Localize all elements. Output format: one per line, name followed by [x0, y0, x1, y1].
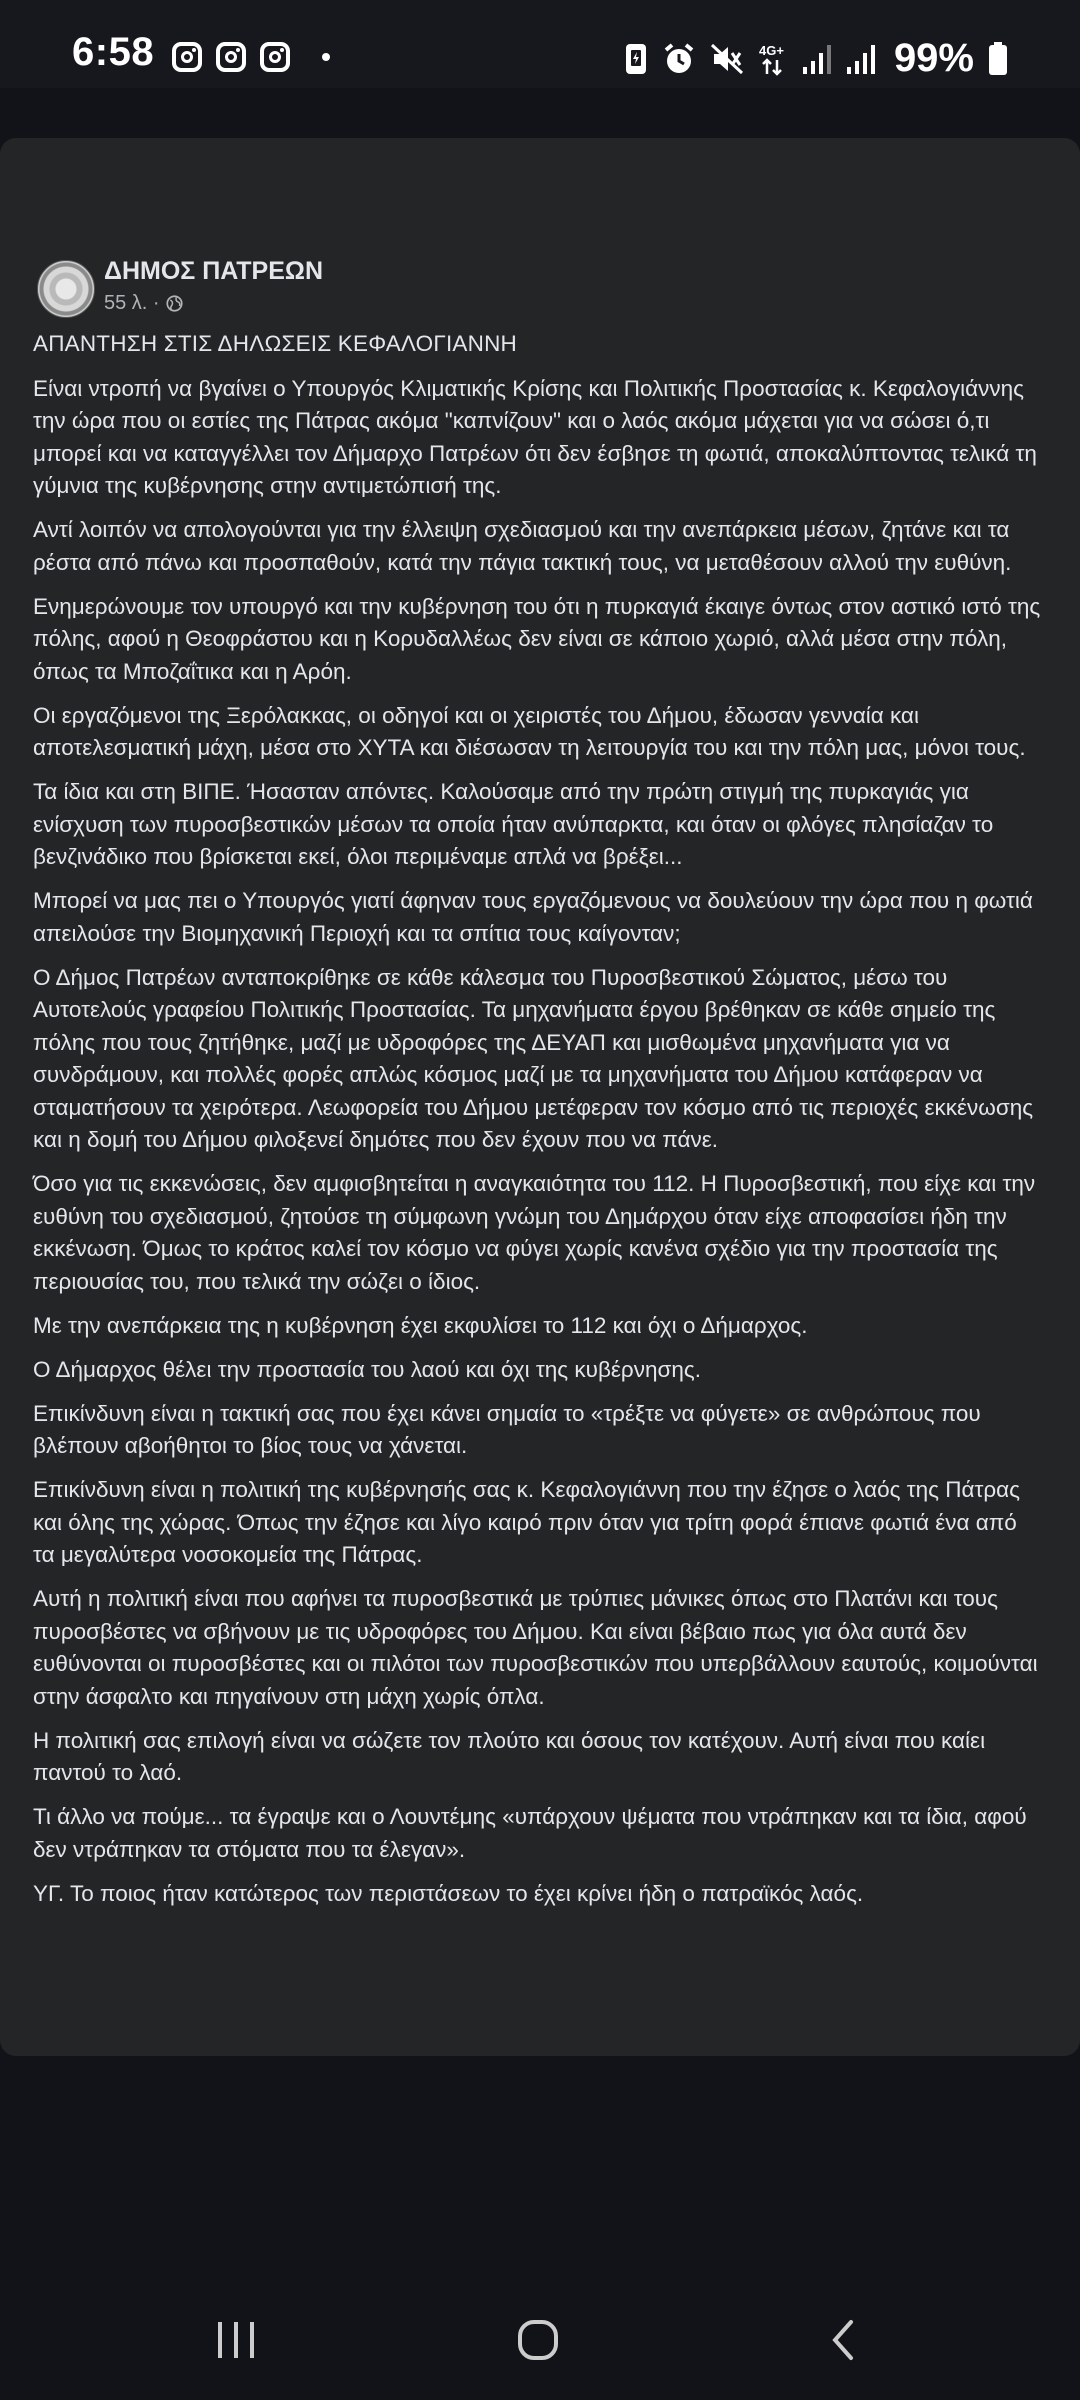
status-bar	[0, 0, 1080, 88]
post-paragraph: Ο Δήμαρχος θέλει την προστασία του λαού και όχι της κυβέρνησης.	[33, 1356, 701, 1382]
post-paragraph: Οι εργαζόμενοι της Ξερόλακκας, οι οδηγοί και οι χειριστές του Δήμου, έδωσαν γενναία και αποτελεσματική μάχη, μέσα στο ΧΥΤΑ και διέσωσαν τη λειτουργία του και την πόλη μας, μόνοι τους.	[33, 702, 1026, 760]
alarm-icon	[662, 42, 696, 76]
battery-percentage: 99%	[893, 36, 974, 80]
svg-text:4G+: 4G+	[758, 42, 784, 58]
battery-icon	[988, 42, 1008, 76]
post-time[interactable]: 55 λ. ·	[104, 292, 160, 314]
post-paragraph: Επικίνδυνη είναι η πολιτική της κυβέρνησής σας κ. Κεφαλογιάννη που την έζησε ο λαός της Πάτρας και όλης της χώρας. Όπως την έζησε και λίγο καιρό πριν όταν για τρίτη φορά έπιανε φωτιά ένα από τα μεγαλύτερα νοσοκομεία της Πάτρας.	[33, 1477, 1021, 1567]
post-paragraph: Με την ανεπάρκεια της η κυβέρνηση έχει εκφυλίσει το 112 και όχι ο Δήμαρχος.	[33, 1312, 808, 1338]
signal-icon	[802, 43, 832, 75]
page-avatar[interactable]	[37, 260, 95, 318]
back-icon	[827, 2318, 857, 2362]
post-paragraph: Τι άλλο να πούμε... τα έγραψε και ο Λουντέμης «υπάρχουν ψέματα που ντράπηκαν και τα ίδια, αφού δεν ντράπηκαν τα στόματα που τα έλεγαν».	[33, 1804, 1027, 1862]
recent-apps-icon	[214, 2320, 258, 2360]
post-paragraph: ΥΓ. Το ποιος ήταν κατώτερος των περιστάσεων το έχει κρίνει ήδη ο πατραϊκός λαός.	[33, 1880, 864, 1906]
mute-icon	[710, 42, 744, 76]
post-body	[33, 328, 1043, 1922]
system-icons	[624, 36, 1008, 81]
navigation-bar	[0, 2270, 1080, 2400]
post-paragraph: Ενημερώνουμε τον υπουργό και την κυβέρνηση του ότι η πυρκαγιά έκαιγε όντως στον αστικό ιστό της πόλης, αφού η Θεοφράστου και η Κορυδαλλέως δεν είναι σε κάποιο χωριό, αλλά μέσα στην πόλη, όπως τα Μποζαΐτικα και η Αρόη.	[33, 593, 1041, 684]
post-paragraph: Αντί λοιπόν να απολογούνται για την έλλειψη σχεδιασμού και την ανεπάρκεια μέσων, ζητάνε και τα ρέστα από πάνω και προσπαθούν, κατά την πάγια τακτική τους, να μεταθέσουν αλλού την ευθύνη.	[33, 517, 1012, 575]
back-button[interactable]	[812, 2310, 872, 2370]
recent-apps-button[interactable]	[206, 2310, 266, 2370]
post-paragraph: Ο Δήμος Πατρέων ανταποκρίθηκε σε κάθε κάλεσμα του Πυροσβεστικού Σώματος, μέσω του Αυτοτελούς γραφείου Πολιτικής Προστασίας. Τα μηχανήματα έργου βρέθηκαν σε κάθε σημείο της πόλης που τους ζητήθηκε, μαζί με υδροφόρες της ΔΕΥΑΠ και μισθωμένα μηχανήματα για να συνδράμουν, και πολλές φορές απλώς κόσμος μαζί με τα μηχανήματα του Δήμου κατάφεραν να σταματήσουν τα χειρότερα. Λεωφορεία του Δήμου μετέφεραν τον κόσμο από τις περιοχές εκκένωσης και η δομή του Δήμου φιλοξενεί δημότες που δεν έχουν που να πάνε.	[33, 964, 1034, 1152]
page-name[interactable]: ΔΗΜΟΣ ΠΑΤΡΕΩΝ	[104, 257, 323, 285]
instagram-icon	[216, 42, 246, 72]
instagram-icon	[260, 42, 290, 72]
post-paragraph: Τα ίδια και στη ΒΙΠΕ. Ήσασταν απόντες. Καλούσαμε από την πρώτη στιγμή της πυρκαγιάς για ενίσχυση των πυροσβεστικών μέσων τα οποία ήταν ανύπαρκτα, και όταν οι φλόγες πλησίαζαν το βενζινάδικο που βρίσκεται εκεί, όλοι περιμέναμε απλά να βρέξει...	[33, 779, 994, 869]
network-4g-icon	[758, 41, 788, 77]
signal-icon	[846, 43, 876, 75]
home-button[interactable]	[508, 2310, 568, 2370]
globe-icon	[166, 295, 183, 312]
post-paragraph: Είναι ντροπή να βγαίνει ο Υπουργός Κλιματικής Κρίσης και Πολιτικής Προστασίας κ. Κεφαλογιάννης την ώρα που οι εστίες της Πάτρας ακόμα "καπνίζουν" και ο λαός ακόμα μάχεται για να σώσει ό,τι μπορεί και να καταγγέλλει τον Δήμαρχο Πατρέων ότι δεν έσβησε τη φωτιά, αποκαλύπτοντας τελικά τη γύμνια της κυβέρνησης στην αντιμετώπισή της.	[33, 375, 1037, 498]
post-paragraph: Αυτή η πολιτική είναι που αφήνει τα πυροσβεστικά με τρύπιες μάνικες όπως στο Πλατάνι και τους πυροσβέστες να σβήνουν με τις υδροφόρες του Δήμου. Και είναι βέβαιο πως για όλα αυτά δεν ευθύνονται οι πυροσβέστες και οι πιλότοι των πυροσβεστικών που υπερβάλλουν εαυτούς, κοιμούνται στην άσφαλτο και πηγαίνουν στη μάχη χωρίς όπλα.	[33, 1586, 1038, 1709]
instagram-icon	[172, 42, 202, 72]
notification-icons	[172, 42, 330, 72]
home-icon	[516, 2318, 560, 2362]
post-meta	[104, 292, 183, 315]
post-paragraph: Η πολιτική σας επιλογή είναι να σώζετε τον πλούτο και όσους τον κατέχουν. Αυτή είναι που καίει παντού το λαό.	[33, 1727, 986, 1785]
post-title: ΑΠΑΝΤΗΣΗ ΣΤΙΣ ΔΗΛΩΣΕΙΣ ΚΕΦΑΛΟΓΙΑΝΝΗ	[33, 331, 517, 356]
status-time: 6:58	[72, 30, 155, 74]
post-paragraph: Μπορεί να μας πει ο Υπουργός γιατί άφηναν τους εργαζόμενους να δουλεύουν την ώρα που η φωτιά απειλούσε την Βιομηχανική Περιοχή και τα σπίτια τους καίγονταν;	[33, 888, 1033, 946]
more-notifications-dot-icon	[322, 53, 330, 61]
post-paragraph: Επικίνδυνη είναι η τακτική σας που έχει κάνει σημαία το «τρέξτε να φύγετε» σε ανθρώπους που βλέπουν αβοήθητοι το βίος τους να χάνεται.	[33, 1400, 981, 1458]
post-card	[0, 138, 1080, 2056]
phone-battery-icon	[624, 42, 648, 76]
post-paragraph: Όσο για τις εκκενώσεις, δεν αμφισβητείται η αναγκαιότητα του 112. Η Πυροσβεστική, που είχε και την ευθύνη του σχεδιασμού, ζητούσε τη σύμφωνη γνώμη του Δημάρχου όταν είχε αποφασίσει ήδη την εκκένωση. Όμως το κράτος καλεί τον κόσμο να φύγει χωρίς κανένα σχέδιο για την προστασία της περιουσίας του, που τελικά την σώζει ο ίδιος.	[33, 1171, 1036, 1294]
